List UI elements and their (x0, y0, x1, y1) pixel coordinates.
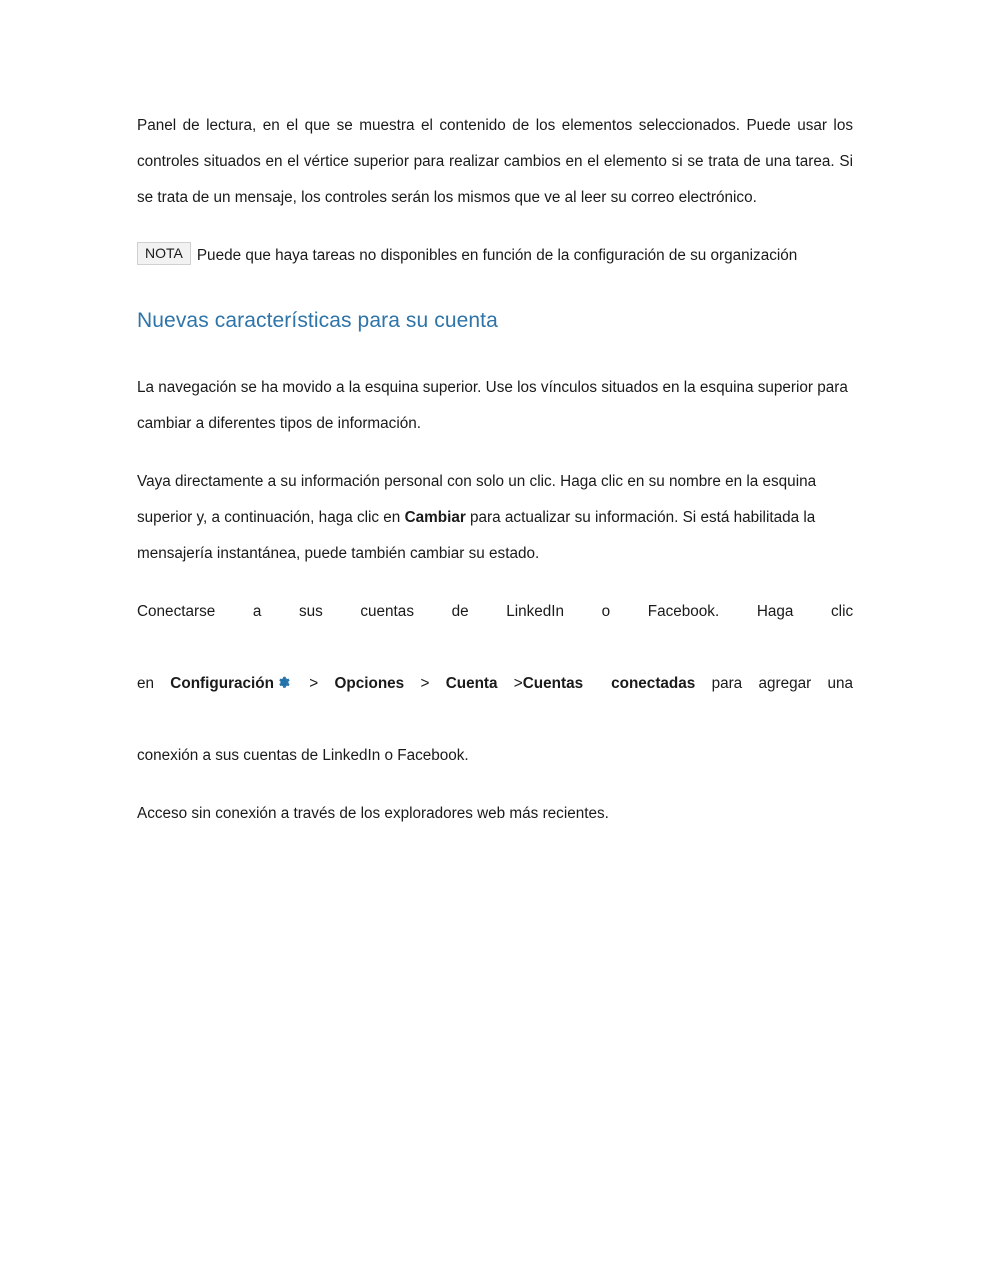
personal-info-text-part2: para actualizar su información. Si está habilitada la mensajería instantánea, puede también cambiar su estado. (137, 509, 816, 562)
separator-1: > (292, 675, 335, 692)
personal-info-text-part1: Vaya directamente a su información personal con solo un clic. Haga clic en su nombre en la esquina superior y, a continuación, haga clic en (137, 473, 817, 526)
connect-line-3 (137, 738, 853, 774)
page-title: Nuevas características para su cuenta (137, 309, 498, 332)
paragraph-spacer (137, 216, 853, 238)
bold-conectadas: conectadas (611, 675, 696, 692)
word-conectarse: Conectarse (137, 603, 216, 620)
note-text: Puede que haya tareas no disponibles en función de la configuración de su organización (196, 247, 798, 264)
word-sus: sus (298, 603, 323, 620)
paragraph-reading-pane: Panel de lectura, en el que se muestra el contenido de los elementos seleccionados. Puede usar los controles situados en el vértice superior para realizar cambios en el elemento si se trata de una tarea. Si se trata de un mensaje, los controles serán los mismos que ve al leer su correo electrónico. (137, 117, 853, 206)
word-o: o (601, 603, 611, 620)
section-heading-wrapper (137, 306, 853, 336)
word-una: una (827, 675, 854, 692)
document-content (137, 108, 853, 832)
note-tag: NOTA (137, 242, 191, 265)
gear-icon (276, 668, 291, 683)
word-cuentas: cuentas (360, 603, 414, 620)
paragraph-spacer (137, 442, 853, 464)
word-agregar: agregar (758, 675, 812, 692)
paragraph-connect-accounts (137, 594, 853, 774)
connect-tail-text: conexión a sus cuentas de LinkedIn o Facebook. (137, 747, 469, 764)
word-haga: Haga (756, 603, 794, 620)
paragraph-navigation: La navegación se ha movido a la esquina superior. Use los vínculos situados en la esquina superior para cambiar a diferentes tipos de información. (137, 379, 848, 432)
separator-3: > (497, 675, 523, 692)
bold-cuenta: Cuenta (445, 675, 498, 692)
bold-cuentas: Cuentas (522, 675, 584, 692)
word-clic: clic (831, 603, 854, 620)
connect-line-1 (137, 594, 853, 666)
paragraph-offline-access: Acceso sin conexión a través de los exploradores web más recientes. (137, 805, 609, 822)
word-de: de (451, 603, 469, 620)
connect-line-2 (137, 666, 853, 738)
word-para: para (711, 675, 743, 692)
separator-2: > (404, 675, 446, 692)
word-facebook: Facebook. (647, 603, 720, 620)
word-en: en (137, 675, 171, 692)
paragraph-personal-info (137, 464, 853, 572)
paragraph-spacer (137, 774, 853, 796)
word-linkedin: LinkedIn (506, 603, 565, 620)
word-a: a (252, 603, 262, 620)
bold-opciones: Opciones (334, 675, 405, 692)
note-block (137, 238, 853, 274)
bold-cambiar: Cambiar (404, 509, 466, 526)
bold-configuracion: Configuración (170, 675, 274, 692)
paragraph-spacer (137, 572, 853, 594)
